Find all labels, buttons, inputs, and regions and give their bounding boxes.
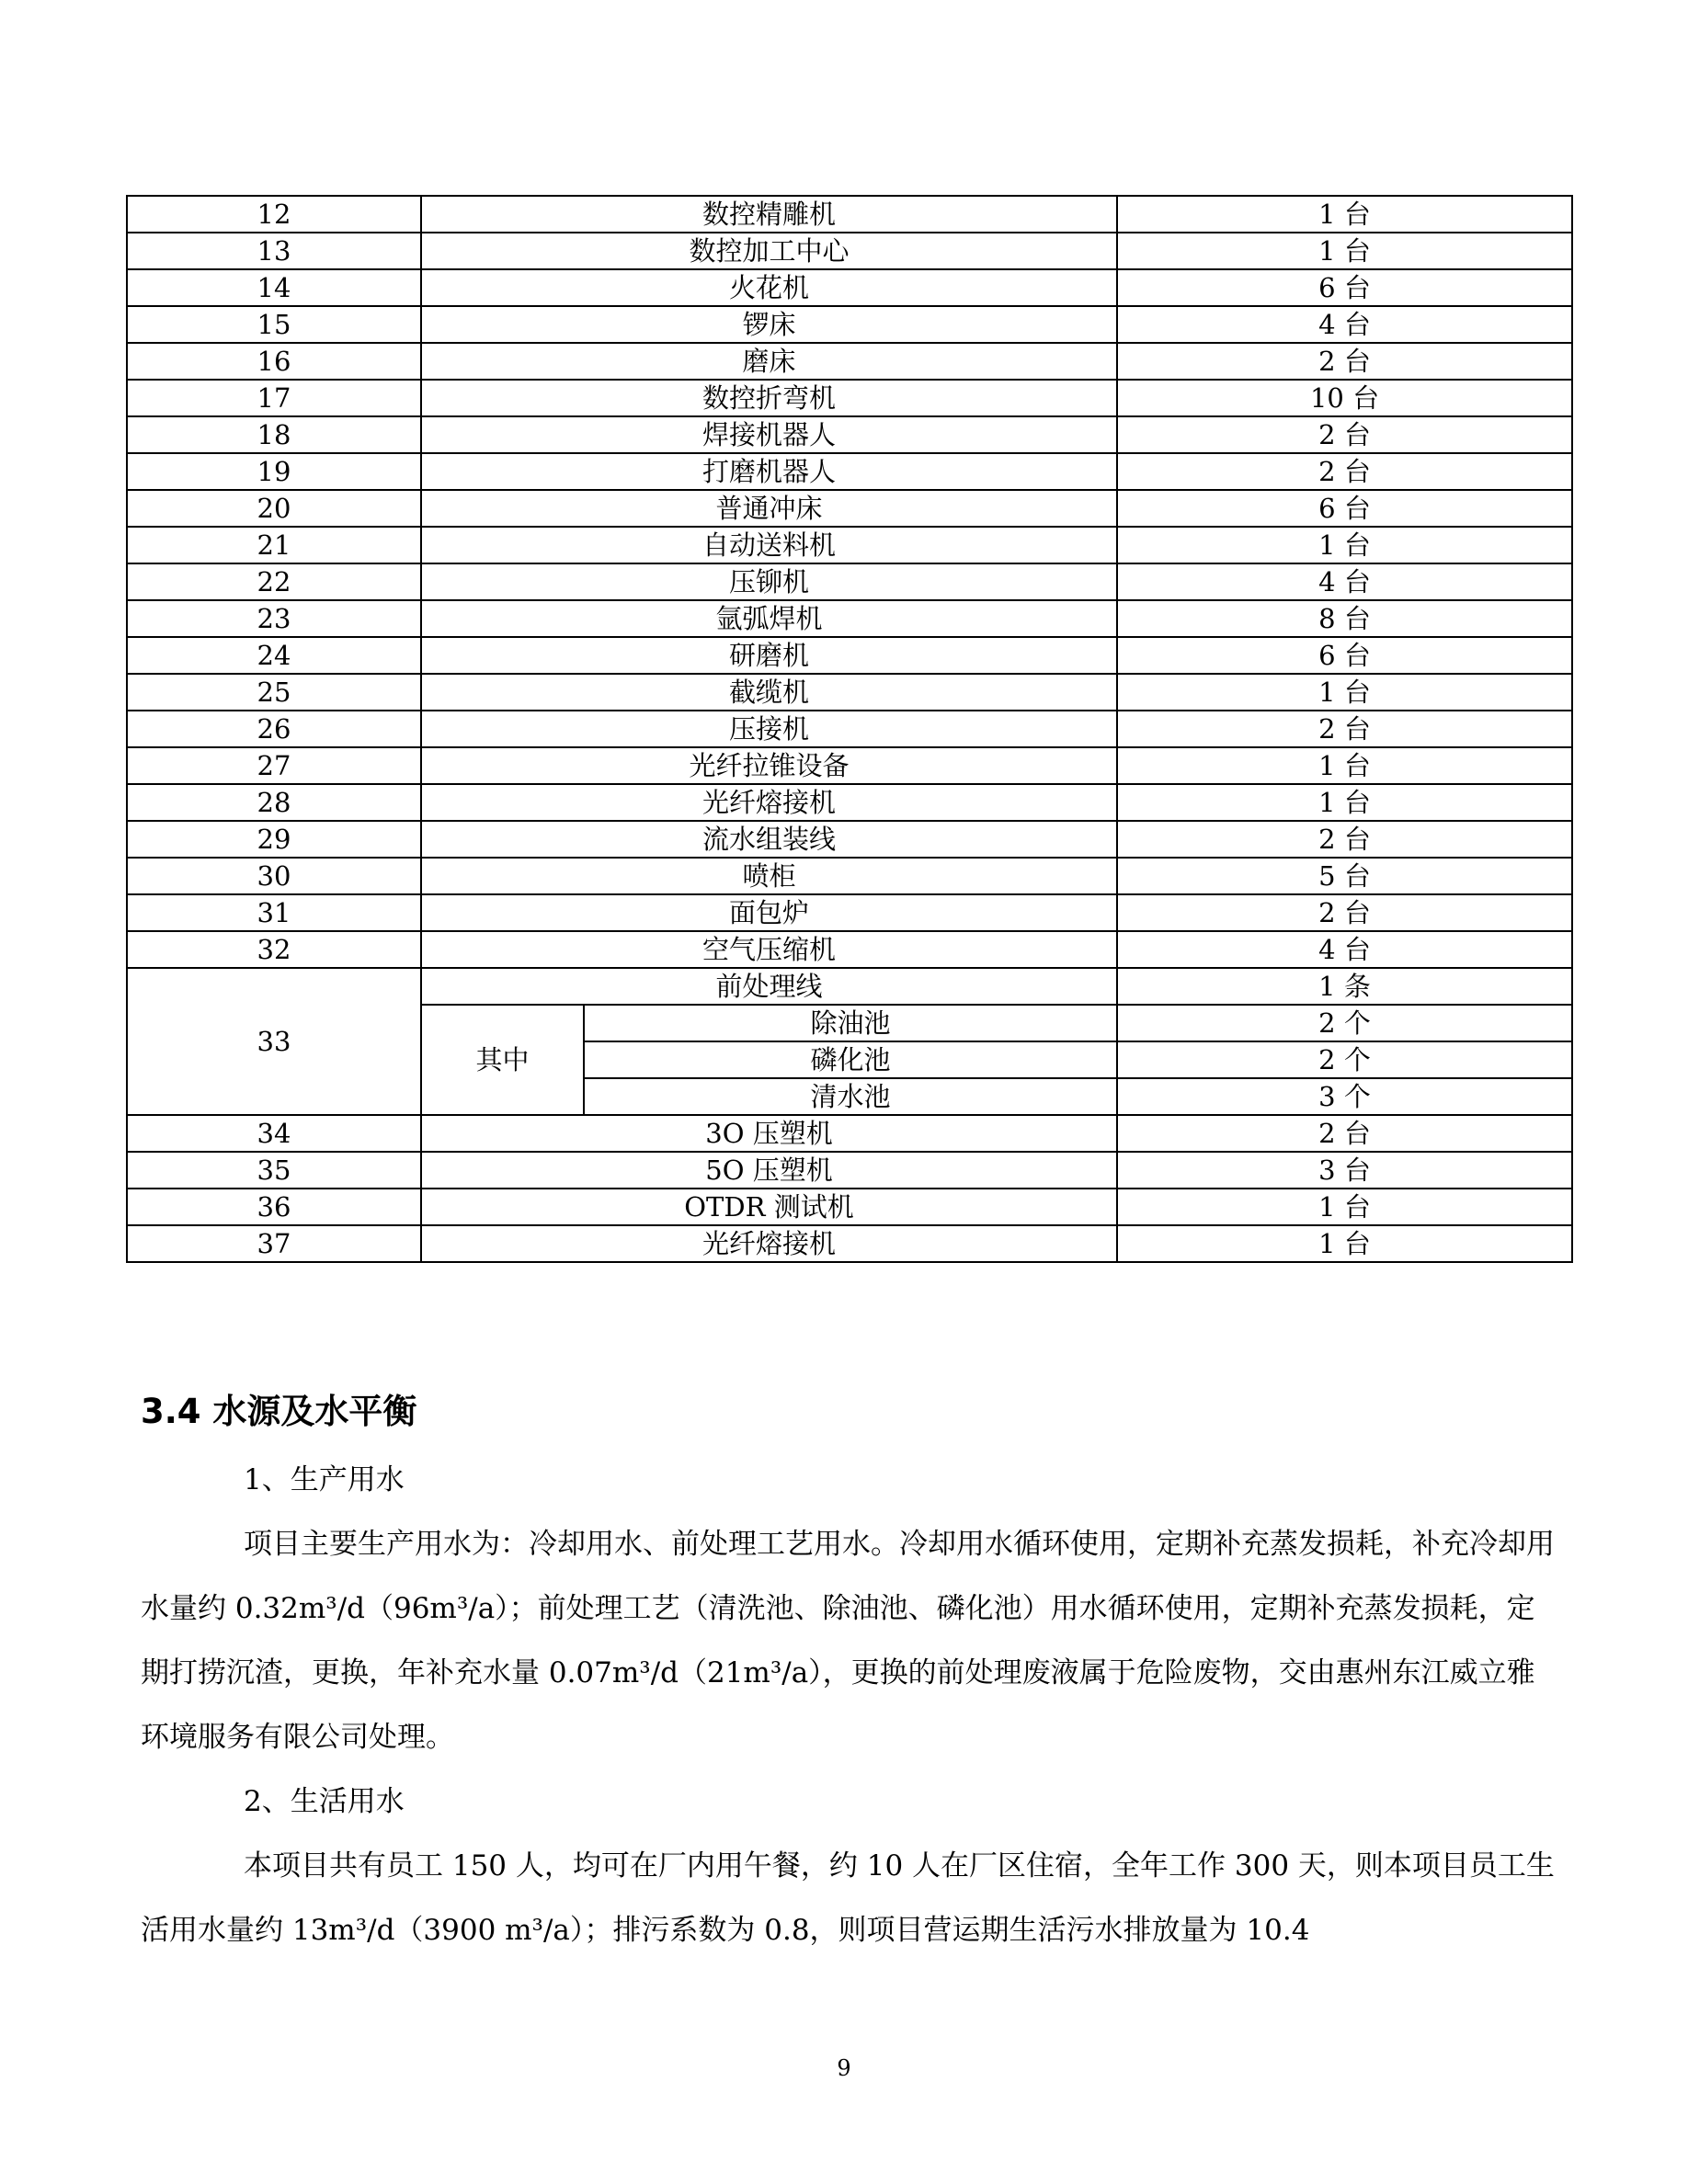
table-row	[127, 858, 1572, 894]
row-number: 33	[127, 968, 421, 1115]
row-number: 24	[127, 637, 421, 674]
equipment-name: 光纤熔接机	[421, 784, 1117, 821]
equipment-quantity: 4 台	[1117, 931, 1572, 968]
equipment-name: 3O 压塑机	[421, 1115, 1117, 1152]
row-number: 22	[127, 563, 421, 600]
table-row	[127, 380, 1572, 416]
equipment-name: 前处理线	[421, 968, 1117, 1005]
subheading-production-water: 1、生产用水	[244, 1463, 405, 1496]
table-row	[127, 490, 1572, 527]
equipment-quantity: 10 台	[1117, 380, 1572, 416]
table-row	[127, 1225, 1572, 1262]
row-number: 12	[127, 196, 421, 233]
row-number: 14	[127, 269, 421, 306]
equipment-name: 焊接机器人	[421, 416, 1117, 453]
table-row	[127, 600, 1572, 637]
sub-equipment-quantity: 3 个	[1117, 1078, 1572, 1115]
row-number: 17	[127, 380, 421, 416]
sub-equipment-name: 磷化池	[584, 1041, 1117, 1078]
row-number: 18	[127, 416, 421, 453]
equipment-name: 截缆机	[421, 674, 1117, 711]
equipment-quantity: 6 台	[1117, 269, 1572, 306]
row-number: 34	[127, 1115, 421, 1152]
equipment-quantity: 4 台	[1117, 563, 1572, 600]
equipment-name: 5O 压塑机	[421, 1152, 1117, 1189]
row-number: 26	[127, 711, 421, 747]
equipment-name: 流水组装线	[421, 821, 1117, 858]
equipment-quantity: 1 台	[1117, 233, 1572, 269]
row-number: 32	[127, 931, 421, 968]
equipment-name: 数控折弯机	[421, 380, 1117, 416]
equipment-name: 空气压缩机	[421, 931, 1117, 968]
row-number: 13	[127, 233, 421, 269]
row-number: 21	[127, 527, 421, 563]
equipment-name: 压铆机	[421, 563, 1117, 600]
equipment-quantity: 5 台	[1117, 858, 1572, 894]
equipment-name: 打磨机器人	[421, 453, 1117, 490]
equipment-quantity: 1 台	[1117, 674, 1572, 711]
equipment-name: 光纤熔接机	[421, 1225, 1117, 1262]
equipment-name: 喷柜	[421, 858, 1117, 894]
equipment-quantity: 2 台	[1117, 894, 1572, 931]
table-row	[127, 894, 1572, 931]
equipment-quantity: 3 台	[1117, 1152, 1572, 1189]
sub-equipment-name: 除油池	[584, 1005, 1117, 1041]
equipment-quantity: 2 台	[1117, 821, 1572, 858]
sub-label: 其中	[421, 1005, 584, 1115]
row-number: 37	[127, 1225, 421, 1262]
subheading-domestic-water: 2、生活用水	[244, 1785, 405, 1818]
table-row	[127, 416, 1572, 453]
equipment-quantity: 6 台	[1117, 490, 1572, 527]
equipment-quantity: 2 台	[1117, 416, 1572, 453]
sub-equipment-name: 清水池	[584, 1078, 1117, 1115]
page-number: 9	[837, 2055, 851, 2081]
equipment-name: 自动送料机	[421, 527, 1117, 563]
table-row	[127, 747, 1572, 784]
table-row	[127, 931, 1572, 968]
equipment-quantity: 1 台	[1117, 196, 1572, 233]
table-row	[127, 233, 1572, 269]
table-row	[127, 343, 1572, 380]
row-number: 31	[127, 894, 421, 931]
equipment-name: 数控加工中心	[421, 233, 1117, 269]
equipment-quantity: 2 台	[1117, 1115, 1572, 1152]
equipment-quantity: 2 台	[1117, 343, 1572, 380]
equipment-name: 锣床	[421, 306, 1117, 343]
table-row	[127, 1152, 1572, 1189]
row-number: 16	[127, 343, 421, 380]
table-row	[127, 968, 1572, 1005]
table-row	[127, 784, 1572, 821]
equipment-quantity: 1 台	[1117, 747, 1572, 784]
equipment-quantity: 1 台	[1117, 527, 1572, 563]
row-number: 23	[127, 600, 421, 637]
equipment-quantity: 1 条	[1117, 968, 1572, 1005]
table-row	[127, 196, 1572, 233]
row-number: 36	[127, 1189, 421, 1225]
paragraph-production-water: 项目主要生产用水为：冷却用水、前处理工艺用水。冷却用水循环使用，定期补充蒸发损耗，补充冷却用水量约 0.32m³/d（96m³/a）；前处理工艺（清洗池、除油池、磷化池）用水循环使用，定期补充蒸发损耗，定期打捞沉渣，更换，年补充水量 0.07m³/d（21m³/a），更换的前处理废液属于危险废物，交由惠州东江威立雅环境服务有限公司处理。	[141, 1528, 1555, 1754]
equipment-quantity: 8 台	[1117, 600, 1572, 637]
equipment-name: 磨床	[421, 343, 1117, 380]
row-number: 25	[127, 674, 421, 711]
equipment-name: 数控精雕机	[421, 196, 1117, 233]
equipment-quantity: 2 台	[1117, 711, 1572, 747]
table-row	[127, 1189, 1572, 1225]
equipment-quantity: 1 台	[1117, 784, 1572, 821]
equipment-name: OTDR 测试机	[421, 1189, 1117, 1225]
section-heading: 3.4 水源及水平衡	[141, 1392, 417, 1431]
equipment-quantity: 6 台	[1117, 637, 1572, 674]
equipment-table	[126, 195, 1573, 1263]
equipment-quantity: 2 台	[1117, 453, 1572, 490]
table-row	[127, 637, 1572, 674]
table-row	[127, 1115, 1572, 1152]
row-number: 27	[127, 747, 421, 784]
table-row	[127, 563, 1572, 600]
row-number: 30	[127, 858, 421, 894]
row-number: 29	[127, 821, 421, 858]
equipment-name: 研磨机	[421, 637, 1117, 674]
sub-equipment-quantity: 2 个	[1117, 1041, 1572, 1078]
equipment-name: 氩弧焊机	[421, 600, 1117, 637]
equipment-name: 面包炉	[421, 894, 1117, 931]
equipment-quantity: 4 台	[1117, 306, 1572, 343]
row-number: 35	[127, 1152, 421, 1189]
equipment-name: 光纤拉锥设备	[421, 747, 1117, 784]
table-row	[127, 306, 1572, 343]
row-number: 19	[127, 453, 421, 490]
sub-equipment-quantity: 2 个	[1117, 1005, 1572, 1041]
equipment-quantity: 1 台	[1117, 1225, 1572, 1262]
paragraph-domestic-water: 本项目共有员工 150 人，均可在厂内用午餐，约 10 人在厂区住宿，全年工作 300 天，则本项目员工生活用水量约 13m³/d（3900 m³/a）；排污系数为 0.8，则项目营运期生活污水排放量为 10.4	[141, 1849, 1555, 1947]
equipment-name: 火花机	[421, 269, 1117, 306]
table-row	[127, 674, 1572, 711]
table-row	[127, 269, 1572, 306]
row-number: 28	[127, 784, 421, 821]
equipment-name: 压接机	[421, 711, 1117, 747]
row-number: 20	[127, 490, 421, 527]
table-row	[127, 527, 1572, 563]
row-number: 15	[127, 306, 421, 343]
table-row	[127, 821, 1572, 858]
table-row	[127, 711, 1572, 747]
table-row	[127, 453, 1572, 490]
equipment-name: 普通冲床	[421, 490, 1117, 527]
equipment-quantity: 1 台	[1117, 1189, 1572, 1225]
